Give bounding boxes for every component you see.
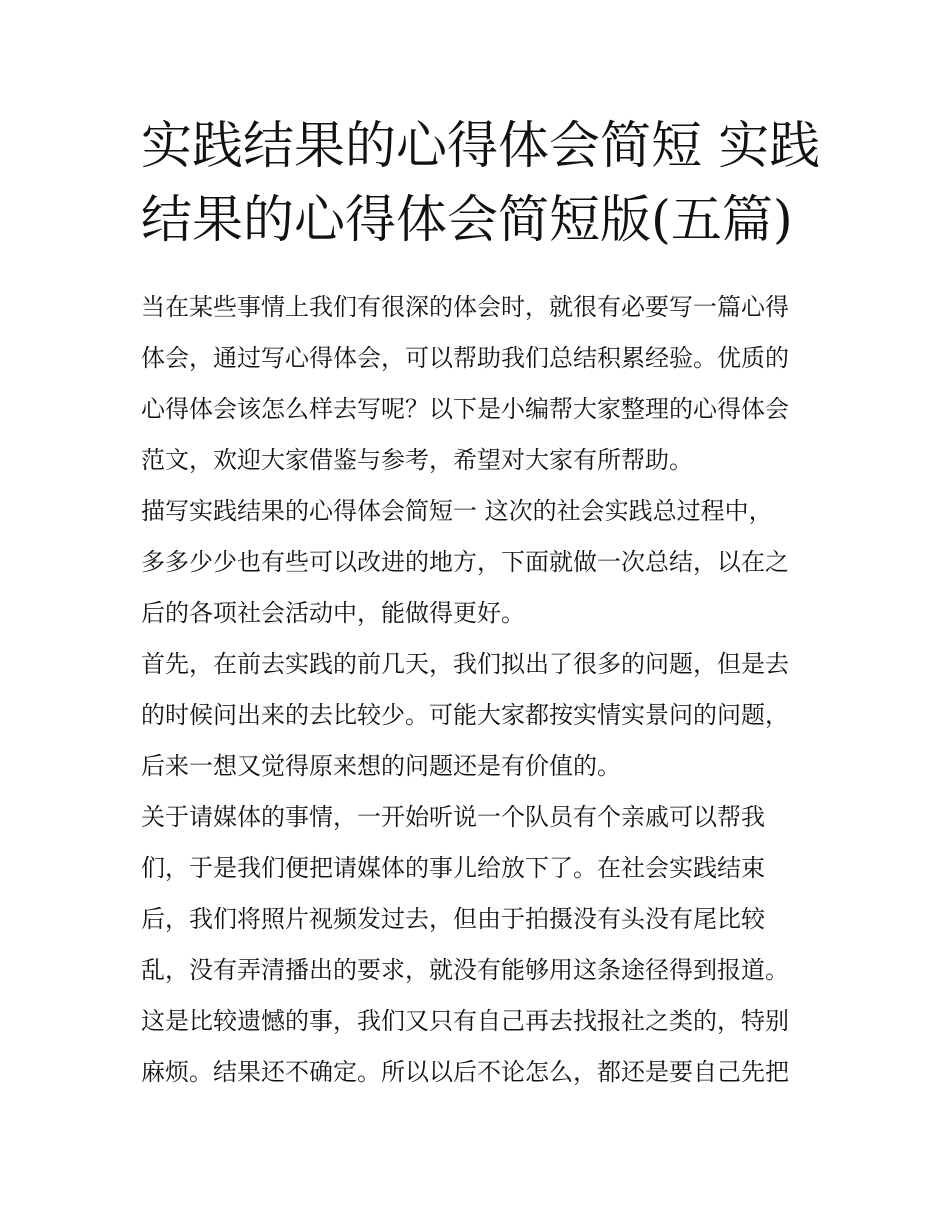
body-line-2: 体会，通过写心得体会，可以帮助我们总结积累经验。优质的 [141, 344, 789, 372]
body-line-7: 后的各项社会活动中，能做得更好。 [141, 599, 525, 627]
title-line-2: 结果的心得体会简短版(五篇) [141, 191, 793, 250]
title-line-1: 实践结果的心得体会简短 实践 [141, 117, 821, 176]
body-line-10: 后来一想又觉得原来想的问题还是有价值的。 [141, 752, 621, 780]
document-title [141, 110, 821, 258]
body-line-16: 麻烦。结果还不确定。所以以后不论怎么，都还是要自己先把 [141, 1058, 789, 1086]
body-line-12: 们，于是我们便把请媒体的事儿给放下了。在社会实践结束 [141, 854, 765, 882]
body-line-9: 的时候问出来的去比较少。可能大家都按实情实景问的问题， [141, 701, 789, 729]
body-line-1: 当在某些事情上我们有很深的体会时，就很有必要写一篇心得 [141, 293, 789, 321]
body-line-15: 这是比较遗憾的事，我们又只有自己再去找报社之类的，特别 [141, 1007, 789, 1035]
body-line-14: 乱，没有弄清播出的要求，就没有能够用这条途径得到报道。 [141, 956, 789, 984]
body-line-8: 首先，在前去实践的前几天，我们拟出了很多的问题，但是去 [141, 650, 789, 678]
document-body [141, 282, 813, 1098]
body-line-4: 范文，欢迎大家借鉴与参考，希望对大家有所帮助。 [141, 446, 693, 474]
body-line-11: 关于请媒体的事情，一开始听说一个队员有个亲戚可以帮我 [141, 803, 765, 831]
body-line-13: 后，我们将照片视频发过去，但由于拍摄没有头没有尾比较 [141, 905, 765, 933]
body-line-6: 多多少少也有些可以改进的地方，下面就做一次总结，以在之 [141, 548, 789, 576]
body-line-5: 描写实践结果的心得体会简短一 这次的社会实践总过程中， [141, 497, 773, 525]
body-line-3: 心得体会该怎么样去写呢？以下是小编帮大家整理的心得体会 [141, 395, 789, 423]
document-content [141, 110, 821, 1098]
